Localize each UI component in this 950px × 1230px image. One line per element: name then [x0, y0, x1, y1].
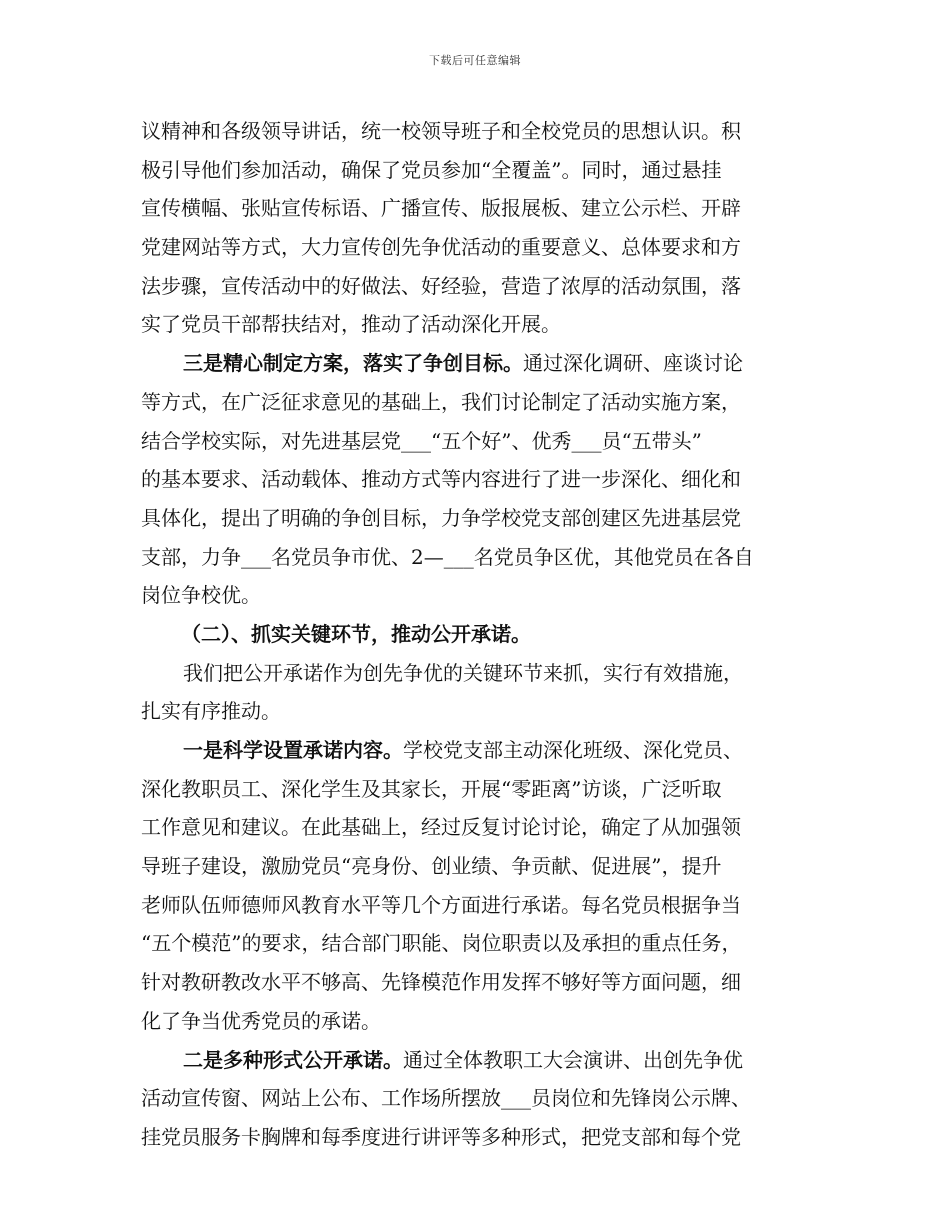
text-line: 挂党员服务卡胸牌和每季度进行讲评等多种形式，把党支部和每个党	[141, 1124, 741, 1149]
paragraph	[141, 112, 817, 344]
text-line: 结合学校实际，对先进基层党___“五个好”、优秀___员“五带头”	[141, 428, 702, 453]
page-header: 下载后可任意编辑	[429, 54, 521, 67]
text-line: 深化教职员工、深化学生及其家长，开展“零距离”访谈，广泛听取	[141, 776, 722, 801]
text-line: 化了争当优秀党员的承诺。	[141, 1008, 381, 1033]
text-line: 宣传横幅、张贴宣传标语、广播宣传、版报展板、建立公示栏、开辟	[141, 196, 741, 221]
text-line: 活动宣传窗、网站上公布、工作场所摆放___员岗位和先锋岗公示牌、	[141, 1086, 751, 1111]
text-line: 具体化，提出了明确的争创目标，力争学校党支部创建区先进基层党	[141, 505, 741, 530]
text-line: 法步骤，宣传活动中的好做法、好经验，营造了浓厚的活动氛围，落	[141, 273, 741, 298]
paragraph	[141, 344, 817, 615]
text-line: “五个模范”的要求，结合部门职能、岗位职责以及承担的重点任务，	[141, 931, 742, 956]
text-line: 老师队伍师德师风教育水平等几个方面进行承诺。每名党员根据争当	[141, 892, 741, 917]
text-line: 议精神和各级领导讲话，统一校领导班子和全校党员的思想认识。积	[141, 119, 741, 143]
heading-text: （二）、抓实关键环节，推动公开承诺。	[181, 621, 531, 646]
text-line: 等方式，在广泛征求意见的基础上，我们讨论制定了活动实施方案，	[141, 389, 741, 414]
text-line	[141, 344, 817, 383]
text-run: 通过全体教职工大会演讲、出创先争优	[403, 1047, 743, 1072]
text-line: 的基本要求、活动载体、推动方式等内容进行了进一步深化、细化和	[141, 467, 741, 492]
text-line: 支部，力争___名党员争市优、2—___名党员争区优，其他党员在各自	[141, 544, 754, 569]
document-body	[141, 112, 817, 1157]
text-run: 通过深化调研、座谈讨论	[523, 351, 743, 376]
text-line: 导班子建设，激励党员“亮身份、创业绩、争贡献、促进展”，提升	[141, 854, 722, 879]
text-line	[141, 1041, 817, 1080]
text-line: 扎实有序推动。	[141, 699, 281, 724]
paragraph	[141, 731, 817, 1041]
text-line: 针对教研教改水平不够高、先锋模范作用发挥不够好等方面问题，细	[141, 970, 741, 995]
text-line	[141, 731, 817, 770]
text-line: 党建网站等方式，大力宣传创先争优活动的重要意义、总体要求和方	[141, 235, 741, 260]
paragraph-lead: 一是科学设置承诺内容。	[183, 738, 403, 762]
paragraph-lead: 二是多种形式公开承诺。	[183, 1047, 403, 1072]
text-run: 学校党支部主动深化班级、深化党员、	[403, 738, 743, 762]
text-line: 工作意见和建议。在此基础上，经过反复讨论讨论，确定了从加强领	[141, 815, 741, 840]
text-line: 岗位争校优。	[141, 583, 261, 608]
text-line: 我们把公开承诺作为创先争优的关键环节来抓，实行有效措施，	[183, 660, 743, 685]
paragraph-lead: 三是精心制定方案，落实了争创目标。	[183, 351, 523, 376]
paragraph	[141, 1041, 817, 1157]
text-line: 极引导他们参加活动，确保了党员参加“全覆盖”。同时，通过悬挂	[141, 157, 722, 182]
text-line: 实了党员干部帮扶结对，推动了活动深化开展。	[141, 312, 561, 337]
paragraph	[141, 654, 817, 731]
section-heading	[141, 615, 817, 654]
